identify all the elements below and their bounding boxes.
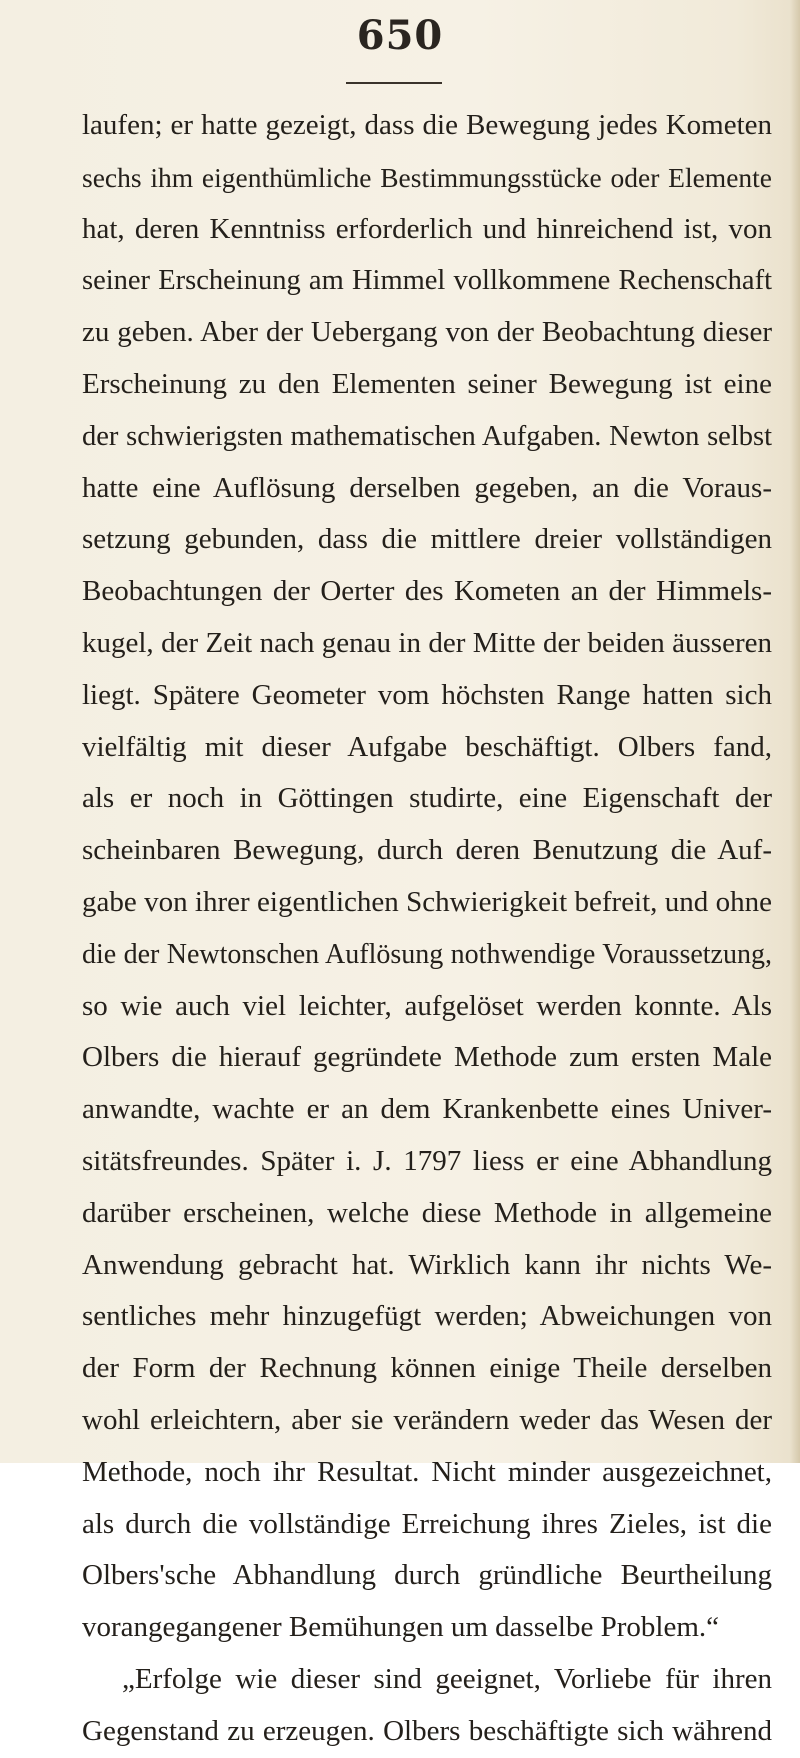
text-line: so wie auch viel leichter, aufgelöset werden konnte. Als [82,989,772,1022]
text-line: wohl erleichtern, aber sie verändern weder das Wesen der [82,1403,772,1436]
text-line: sechs ihm eigenthümliche Bestimmungsstücke oder Elemente [82,161,772,193]
text-line: gabe von ihrer eigentlichen Schwierigkeit befreit, und ohne [82,885,772,918]
text-line: Gegenstand zu erzeugen. Olbers beschäftigte sich während [82,1714,772,1747]
body-text [82,100,772,1758]
text-line: zu geben. Aber der Uebergang von der Beobachtung dieser [82,316,772,349]
text-line: hatte eine Auflösung derselben gegeben, an die Voraus- [82,471,772,504]
text-line: „Erfolge wie dieser sind geeignet, Vorliebe für ihren [122,1662,772,1695]
text-line: vorangegangener Bemühungen um dasselbe Problem.“ [82,1611,720,1644]
text-line: vielfältig mit dieser Aufgabe beschäftigt. Olbers fand, [82,730,772,763]
text-line: Erscheinung zu den Elementen seiner Bewegung ist eine [82,367,772,400]
page-number: 650 [356,12,444,59]
text-line: Olbers'sche Abhandlung durch gründliche Beurtheilung [82,1559,772,1592]
text-line: sentliches mehr hinzugefügt werden; Abweichungen von [82,1300,772,1333]
text-line: hat, deren Kenntniss erforderlich und hinreichend ist, von [82,212,772,245]
text-line: kugel, der Zeit nach genau in der Mitte der beiden äusseren [82,626,772,659]
text-line: der schwierigsten mathematischen Aufgaben. Newton selbst [82,420,772,452]
text-line: sitätsfreundes. Später i. J. 1797 liess er eine Abhandlung [82,1144,772,1177]
text-line: liegt. Spätere Geometer vom höchsten Range hatten sich [82,678,772,711]
text-line: Beobachtungen der Oerter des Kometen an der Himmels- [82,575,772,608]
text-line: darüber erscheinen, welche diese Methode in allgemeine [82,1196,772,1229]
text-line: Methode, noch ihr Resultat. Nicht minder ausgezeichnet, [82,1455,772,1488]
text-line: der Form der Rechnung können einige Theile derselben [82,1352,772,1385]
text-line: anwandte, wachte er an dem Krankenbette eines Univer- [82,1093,772,1126]
text-line: setzung gebunden, dass die mittlere dreier vollständigen [82,523,772,556]
text-line: als durch die vollständige Erreichung ihres Zieles, ist die [82,1507,772,1540]
page-edge-shading [790,0,800,1463]
text-line: Anwendung gebracht hat. Wirklich kann ihr nichts We- [82,1248,772,1281]
page-number-rule [346,82,442,84]
text-line: seiner Erscheinung am Himmel vollkommene Rechenschaft [82,265,772,297]
text-line: als er noch in Göttingen studirte, eine Eigenschaft der [82,782,772,815]
text-line: scheinbaren Bewegung, durch deren Benutzung die Auf- [82,834,772,867]
text-line: laufen; er hatte gezeigt, dass die Bewegung jedes Kometen [82,109,772,141]
text-line: Olbers die hierauf gegründete Methode zum ersten Male [82,1041,772,1074]
text-line: die der Newtonschen Auflösung nothwendige Voraussetzung, [82,938,772,970]
